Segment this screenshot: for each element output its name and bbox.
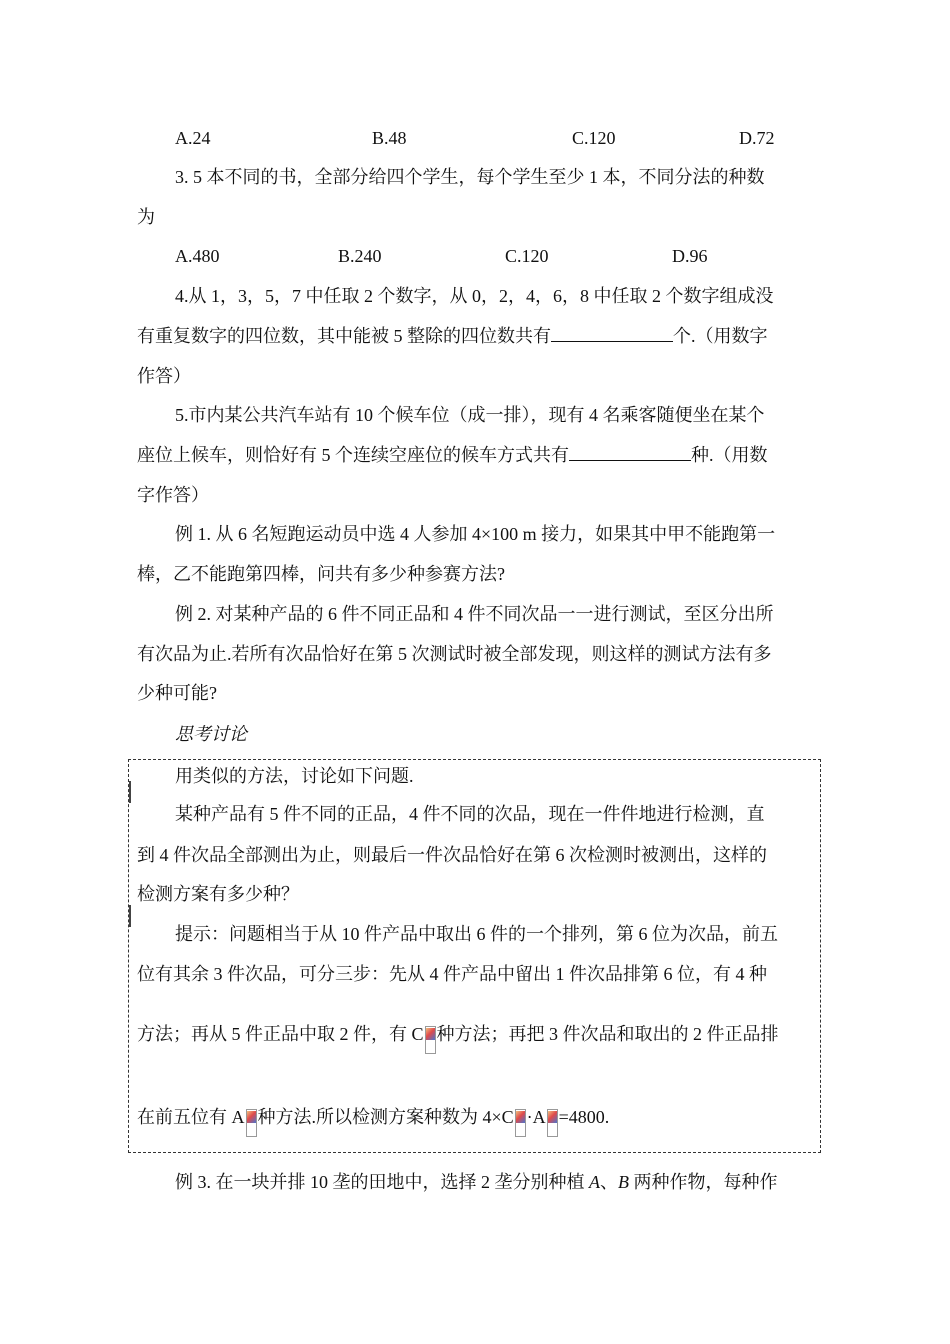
ex3-text: 、 xyxy=(600,1172,618,1192)
option-b: B.48 xyxy=(372,128,407,148)
variable: A xyxy=(589,1172,600,1192)
q5-line-3: 字作答） xyxy=(137,485,209,505)
hint-text: =4800. xyxy=(558,1107,610,1127)
q4-line-3: 作答） xyxy=(137,366,191,386)
ex2-line-1: 例 2. 对某种产品的 6 件不同正品和 4 件不同次品一一进行测试，至区分出所 xyxy=(175,604,774,624)
q4-line-2 xyxy=(137,324,817,348)
q5-line-1: 5.市内某公共汽车站有 10 个候车位（成一排），现有 4 名乘客随便坐在某个 xyxy=(175,405,765,425)
box-edge-mark xyxy=(129,905,131,927)
hint-text: 在前五位有 A xyxy=(137,1107,245,1127)
box-hint-line-2: 位有其余 3 件次品，可分三步：先从 4 件产品中留出 1 件次品排第 6 位，有 4 种 xyxy=(137,964,767,984)
q4-text: 个.（用数字 xyxy=(673,326,768,346)
broken-image-icon xyxy=(425,1026,436,1054)
option-a: A.24 xyxy=(175,128,211,148)
broken-image-icon xyxy=(515,1109,526,1137)
ex1-line-2: 棒，乙不能跑第四棒，问共有多少种参赛方法? xyxy=(137,564,505,584)
box-hint-line-1: 提示：问题相当于从 10 件产品中取出 6 件的一个排列，第 6 位为次品，前五 xyxy=(175,924,778,944)
ex3-text: 例 3. 在一块并排 10 垄的田地中，选择 2 垄分别种植 xyxy=(175,1172,589,1192)
box-hint-line-3 xyxy=(137,1022,817,1054)
hint-text: 方法；再从 5 件正品中取 2 件，有 C xyxy=(137,1024,424,1044)
box-hint-line-4 xyxy=(137,1105,817,1137)
ex2-line-2: 有次品为止.若所有次品恰好在第 5 次测试时被全部发现，则这样的测试方法有多 xyxy=(137,644,772,664)
variable: B xyxy=(618,1172,629,1192)
option-d: D.72 xyxy=(739,128,775,148)
box-problem-line-2: 到 4 件次品全部测出为止，则最后一件次品恰好在第 6 次检测时被测出，这样的 xyxy=(137,845,767,865)
hint-text: 种方法；再把 3 件次品和取出的 2 件正品排 xyxy=(436,1024,779,1044)
q3-line-1: 3. 5 本不同的书，全部分给四个学生，每个学生至少 1 本，不同分法的种数 xyxy=(175,167,765,187)
box-problem-line-3: 检测方案有多少种？ xyxy=(137,884,299,904)
q5-text: 种.（用数 xyxy=(691,445,768,465)
ex2-line-3: 少种可能? xyxy=(137,683,217,703)
q4-text: 有重复数字的四位数，其中能被 5 整除的四位数共有 xyxy=(137,326,551,346)
answer-blank[interactable] xyxy=(551,324,673,342)
option-a: A.480 xyxy=(175,246,220,266)
option-c: C.120 xyxy=(505,246,549,266)
ex3-text: 两种作物，每种作 xyxy=(629,1172,778,1192)
broken-image-icon xyxy=(246,1109,257,1137)
q5-line-2 xyxy=(137,443,817,467)
q5-text: 座位上候车，则恰好有 5 个连续空座位的候车方式共有 xyxy=(137,445,569,465)
broken-image-icon xyxy=(547,1109,558,1137)
answer-blank[interactable] xyxy=(569,443,691,461)
q4-line-1: 4.从 1，3，5，7 中任取 2 个数字，从 0，2，4，6，8 中任取 2 个数字组成没 xyxy=(175,286,774,306)
option-d: D.96 xyxy=(672,246,708,266)
section-title: 思考讨论 xyxy=(175,724,247,744)
hint-text: 种方法.所以检测方案种数为 4×C xyxy=(257,1107,514,1127)
option-c: C.120 xyxy=(572,128,616,148)
box-intro: 用类似的方法，讨论如下问题. xyxy=(175,766,414,786)
box-edge-mark xyxy=(129,781,131,803)
ex1-line-1: 例 1. 从 6 名短跑运动员中选 4 人参加 4×100 m 接力，如果其中甲不能跑第一 xyxy=(175,524,776,544)
q3-line-2: 为 xyxy=(137,207,155,227)
option-b: B.240 xyxy=(338,246,382,266)
ex3-line-1 xyxy=(175,1170,817,1194)
hint-text: ·A xyxy=(526,1107,546,1127)
box-problem-line-1: 某种产品有 5 件不同的正品，4 件不同的次品，现在一件件地进行检测，直 xyxy=(175,804,765,824)
